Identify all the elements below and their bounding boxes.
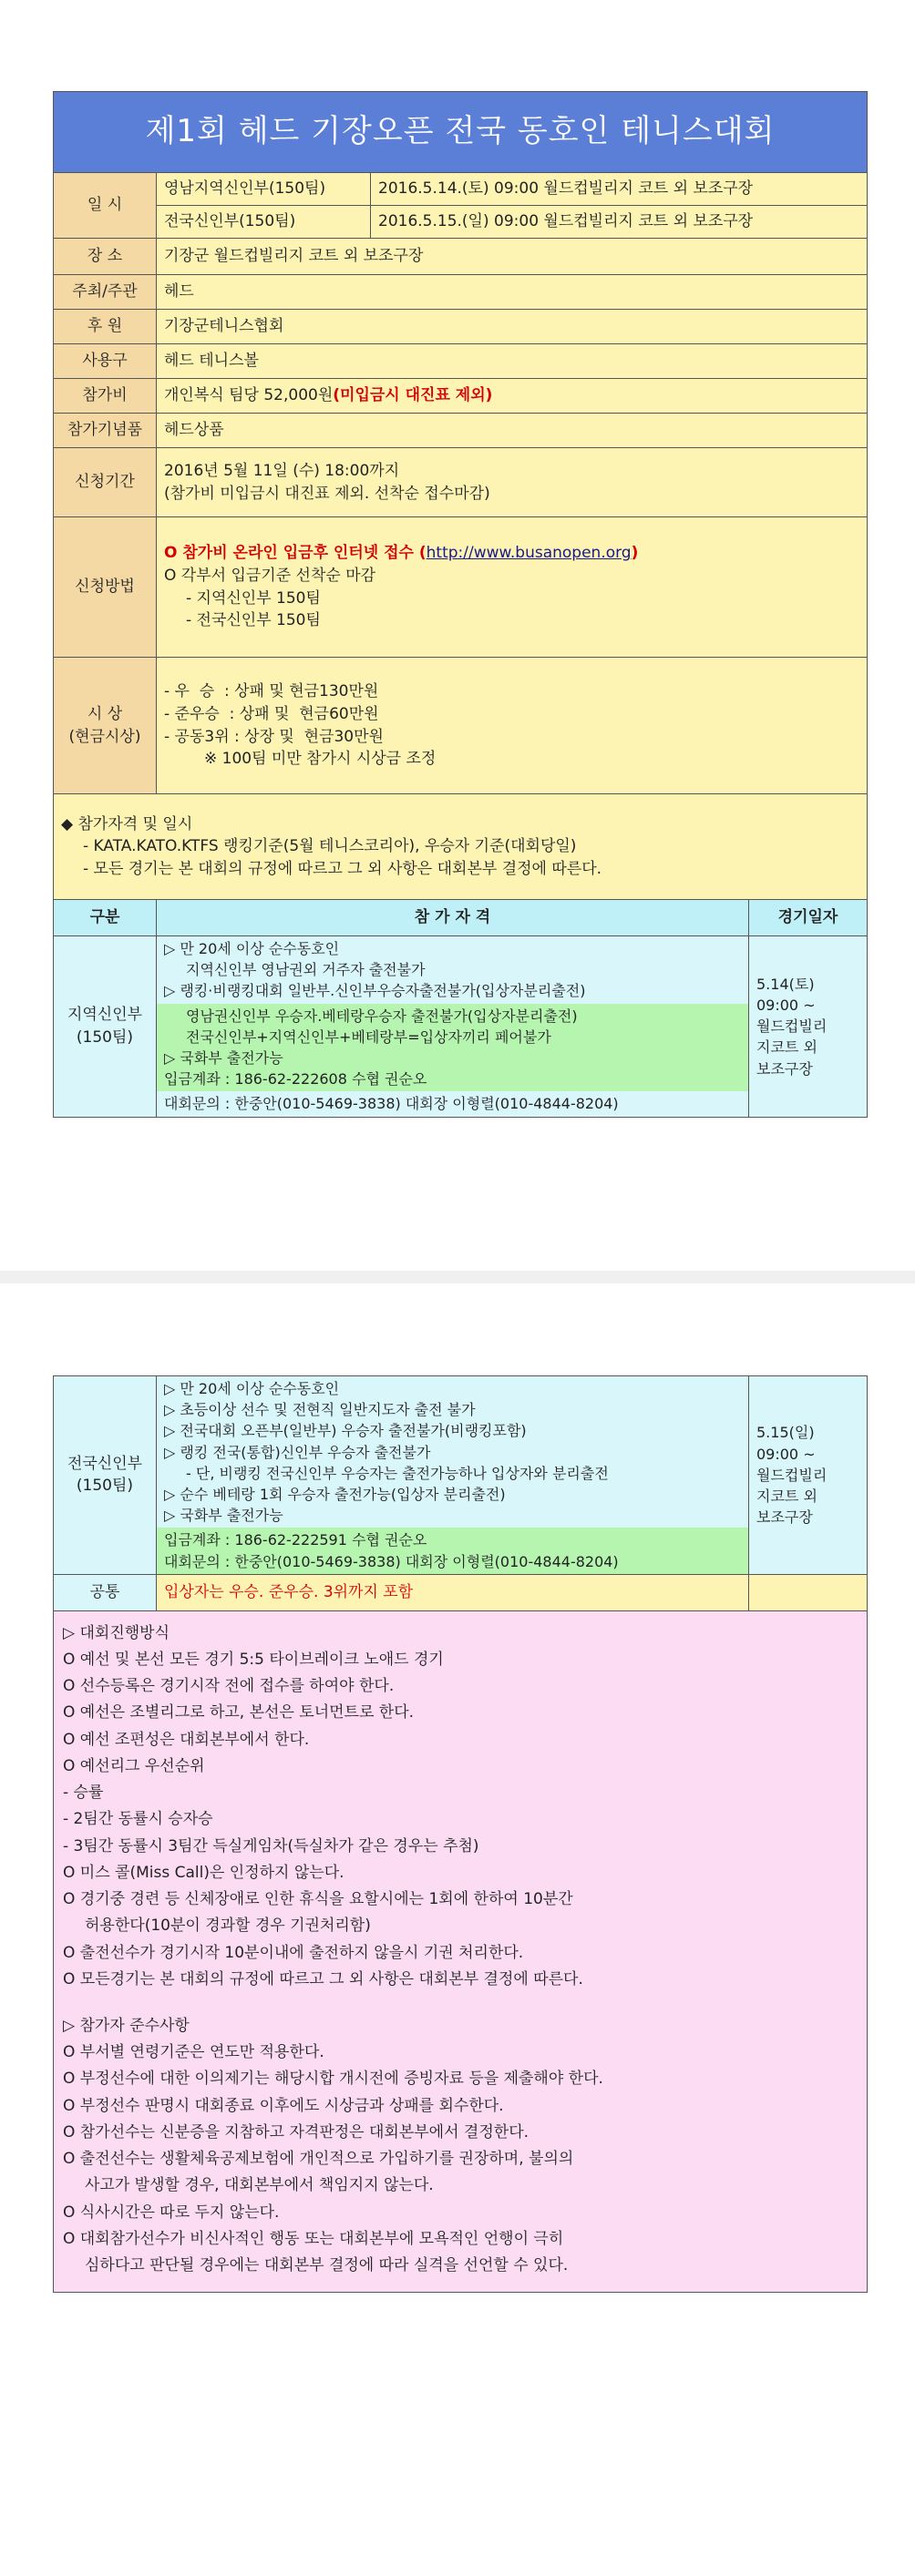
division-table-1	[53, 899, 868, 1118]
method-line-4: - 전국신인부 150팀	[186, 611, 321, 630]
schedule-label: 일 시	[54, 173, 157, 239]
method-label: 신청방법	[54, 517, 157, 658]
national-line-3: ▷ 전국대회 오픈부(일반부) 우승자 출전불가(비랭킹포함)	[164, 1422, 527, 1440]
prize-line-1: - 우 승 : 상패 및 현금130만원	[164, 682, 379, 701]
schedule-division-1: 영남지역신인부(150팀)	[157, 173, 371, 206]
method-line-1: O 참가비 온라인 입금후 인터넷 접수 (	[164, 544, 427, 563]
qualification-heading: ◆ 참가자격 및 일시	[61, 814, 193, 833]
prize-label	[54, 658, 157, 794]
method-line-1-close: )	[631, 544, 639, 563]
national-line-5: - 단, 비랭킹 전국신인부 우승자는 출전가능하나 입상자와 분리출전	[186, 1464, 609, 1482]
qualification-line-2: - 모든 경기는 본 대회의 규정에 따르고 그 외 사항은 대회본부 결정에 따른다.	[83, 859, 602, 878]
host-value: 헤드	[157, 275, 868, 310]
fee-note: (미입금시 대진표 제외)	[333, 386, 493, 405]
national-date-1: 5.15(일)	[756, 1424, 815, 1442]
header-division: 구분	[54, 900, 157, 936]
period-line-1: 2016년 5월 11일 (수) 18:00까지	[164, 461, 400, 480]
regional-label-2: (150팀)	[76, 1027, 134, 1047]
progress-line-5: O 예선리그 우선순위	[63, 1756, 205, 1775]
national-date	[749, 1376, 868, 1575]
tournament-title: 제1회 헤드 기장오픈 전국 동호인 테니스대회	[54, 92, 868, 173]
national-line-4: ▷ 랭킹 전국(통합)신인부 우승자 출전불가	[164, 1443, 431, 1461]
common-value: 입상자는 우승. 준우승. 3위까지 포함	[157, 1574, 749, 1610]
sponsor-label: 후 원	[54, 310, 157, 344]
progress-line-8: - 3팀간 동률시 3팀간 득실게임차(득실차가 같은 경우는 추첨)	[63, 1836, 479, 1855]
national-date-2: 09:00 ~	[756, 1445, 816, 1463]
fee-label: 참가비	[54, 379, 157, 414]
national-green-1: 입금계좌 : 186-62-222591 수협 권순오	[164, 1531, 427, 1549]
progress-heading: ▷ 대회진행방식	[63, 1623, 170, 1642]
regional-date-5: 보조구장	[756, 1059, 813, 1078]
method-value	[157, 517, 868, 658]
ball-value: 헤드 테니스볼	[157, 344, 868, 379]
rules-line-9: 심하다고 판단될 경우에는 대회본부 결정에 따라 실격을 선언할 수 있다.	[85, 2256, 569, 2275]
regional-line-2: 지역신인부 영남권외 거주자 출전불가	[186, 961, 426, 979]
fee-amount: 개인복식 팀당 52,000원	[164, 386, 334, 405]
venue-label: 장 소	[54, 239, 157, 275]
regional-contact: 대회문의 : 한중안(010-5469-3838) 대회장 이형렬(010-4844-8204)	[164, 1095, 619, 1113]
host-label: 주최/주관	[54, 275, 157, 310]
progress-line-1: O 예선 및 본선 모든 경기 5:5 타이브레이크 노애드 경기	[63, 1650, 444, 1669]
gift-label: 참가기념품	[54, 414, 157, 448]
regional-green-1: 영남권신인부 우승자.베테랑우승자 출전불가(입상자분리출전)	[186, 1007, 578, 1025]
regional-label	[54, 936, 157, 1118]
rules-block	[54, 1610, 868, 2293]
header-qualification: 참 가 자 격	[157, 900, 749, 936]
progress-line-12: O 출전선수가 경기시작 10분이내에 출전하지 않을시 기권 처리한다.	[63, 1943, 524, 1962]
period-label: 신청기간	[54, 448, 157, 517]
prize-label-2: (현금시상)	[68, 727, 141, 746]
rules-line-2: O 부정선수에 대한 이의제기는 해당시합 개시전에 증빙자료 등을 제출해야 한다.	[63, 2070, 603, 2089]
rules-line-8: O 대회참가선수가 비신사적인 행동 또는 대회본부에 모욕적인 언행이 극히	[63, 2229, 564, 2248]
page-2	[53, 1375, 867, 2293]
national-line-1: ▷ 만 20세 이상 순수동호인	[164, 1380, 340, 1397]
ball-label: 사용구	[54, 344, 157, 379]
national-date-4: 지코트 외	[756, 1487, 817, 1505]
sponsor-value: 기장군테니스협회	[157, 310, 868, 344]
national-line-7: ▷ 국화부 출전가능	[164, 1507, 283, 1525]
period-value	[157, 448, 868, 517]
fee-value	[157, 379, 868, 414]
schedule-when-1: 2016.5.14.(토) 09:00 월드컵빌리지 코트 외 보조구장	[371, 173, 868, 206]
prize-line-4: ※ 100팀 미만 참가시 시상금 조정	[204, 750, 437, 769]
method-line-2: O 각부서 입금기준 선착순 마감	[164, 566, 376, 585]
national-line-6: ▷ 순수 베테랑 1회 우승자 출전가능(입상자 분리출전)	[164, 1485, 506, 1503]
regional-green-2: 전국신인부+지역신인부+베테랑부=입상자끼리 페어불가	[186, 1027, 551, 1046]
regional-green-4: 입금계좌 : 186-62-222608 수협 권순오	[164, 1070, 427, 1089]
national-line-2: ▷ 초등이상 선수 및 전현직 일반지도자 출전 불가	[164, 1401, 476, 1419]
qualification-block	[54, 794, 868, 900]
schedule-when-2: 2016.5.15.(일) 09:00 월드컵빌리지 코트 외 보조구장	[371, 206, 868, 239]
national-date-5: 보조구장	[756, 1508, 813, 1527]
regional-green-3: ▷ 국화부 출전가능	[164, 1048, 283, 1067]
progress-line-9: O 미스 콜(Miss Call)은 인정하지 않는다.	[63, 1863, 344, 1882]
busanopen-link[interactable]: http://www.busanopen.org	[426, 544, 632, 563]
gift-value: 헤드상품	[157, 414, 868, 448]
rules-line-1: O 부서별 연령기준은 연도만 적용한다.	[63, 2043, 324, 2062]
regional-date-4: 지코트 외	[756, 1038, 817, 1057]
regional-label-1: 지역신인부	[67, 1006, 143, 1025]
rules-line-4: O 참가선수는 신분증을 지참하고 자격판정은 대회본부에서 결정한다.	[63, 2122, 529, 2142]
period-line-2: (참가비 미입금시 대진표 제외. 선착순 접수마감)	[164, 484, 490, 503]
national-label-1: 전국신인부	[67, 1454, 143, 1473]
method-line-3: - 지역신인부 150팀	[186, 588, 321, 608]
progress-line-3: O 예선은 조별리그로 하고, 본선은 토너먼트로 한다.	[63, 1703, 415, 1722]
tournament-info-table	[53, 91, 868, 900]
regional-date-1: 5.14(토)	[756, 975, 815, 993]
common-empty	[749, 1574, 868, 1610]
progress-line-4: O 예선 조편성은 대회본부에서 한다.	[63, 1730, 310, 1749]
schedule-division-2: 전국신인부(150팀)	[157, 206, 371, 239]
prize-line-2: - 준우승 : 상패 및 현금60만원	[164, 704, 379, 723]
national-label	[54, 1376, 157, 1575]
header-date: 경기일자	[749, 900, 868, 936]
prize-line-3: - 공동3위 : 상장 및 현금30만원	[164, 727, 384, 746]
rules-line-5: O 출전선수는 생활체육공제보험에 개인적으로 가입하기를 권장하며, 불의의	[63, 2150, 574, 2169]
progress-line-11: 허용한다(10분이 경과할 경우 기권처리함)	[85, 1917, 371, 1936]
common-label: 공통	[54, 1574, 157, 1610]
national-date-3: 월드컵빌리	[756, 1466, 828, 1484]
regional-qualification	[157, 936, 749, 1118]
page-divider	[0, 1271, 915, 1283]
regional-date-2: 09:00 ~	[756, 996, 816, 1014]
division-table-2	[53, 1375, 868, 2293]
rules-line-7: O 식사시간은 따로 두지 않는다.	[63, 2203, 280, 2222]
progress-line-6: - 승률	[63, 1784, 104, 1803]
venue-value: 기장군 월드컵빌리지 코트 외 보조구장	[157, 239, 868, 275]
rules-heading: ▷ 참가자 준수사항	[63, 2016, 190, 2035]
regional-line-1: ▷ 만 20세 이상 순수동호인	[164, 940, 340, 957]
progress-line-2: O 선수등록은 경기시작 전에 접수를 하여야 한다.	[63, 1677, 395, 1696]
progress-line-7: - 2팀간 동률시 승자승	[63, 1810, 213, 1829]
regional-line-3: ▷ 랭킹·비랭킹대회 일반부.신인부우승자출전불가(입상자분리출전)	[164, 982, 586, 1000]
national-green-2: 대회문의 : 한중안(010-5469-3838) 대회장 이형렬(010-4844-8204)	[164, 1552, 619, 1570]
national-qualification	[157, 1376, 749, 1575]
rules-line-6: 사고가 발생할 경우, 대회본부에서 책임지지 않는다.	[85, 2176, 434, 2195]
qualification-line-1: - KATA.KATO.KTFS 랭킹기준(5월 테니스코리아), 우승자 기준(대회당일)	[83, 837, 577, 856]
national-label-2: (150팀)	[76, 1477, 134, 1496]
progress-line-10: O 경기중 경련 등 신체장애로 인한 휴식을 요할시에는 1회에 한하여 10분간	[63, 1890, 573, 1909]
regional-date-3: 월드컵빌리	[756, 1017, 828, 1036]
regional-date	[749, 936, 868, 1118]
page-1	[53, 91, 867, 1118]
prize-label-1: 시 상	[87, 704, 123, 723]
progress-line-13: O 모든경기는 본 대회의 규정에 따르고 그 외 사항은 대회본부 결정에 따른다.	[63, 1969, 583, 1988]
prize-value	[157, 658, 868, 794]
rules-line-3: O 부정선수 판명시 대회종료 이후에도 시상금과 상패를 회수한다.	[63, 2096, 504, 2115]
